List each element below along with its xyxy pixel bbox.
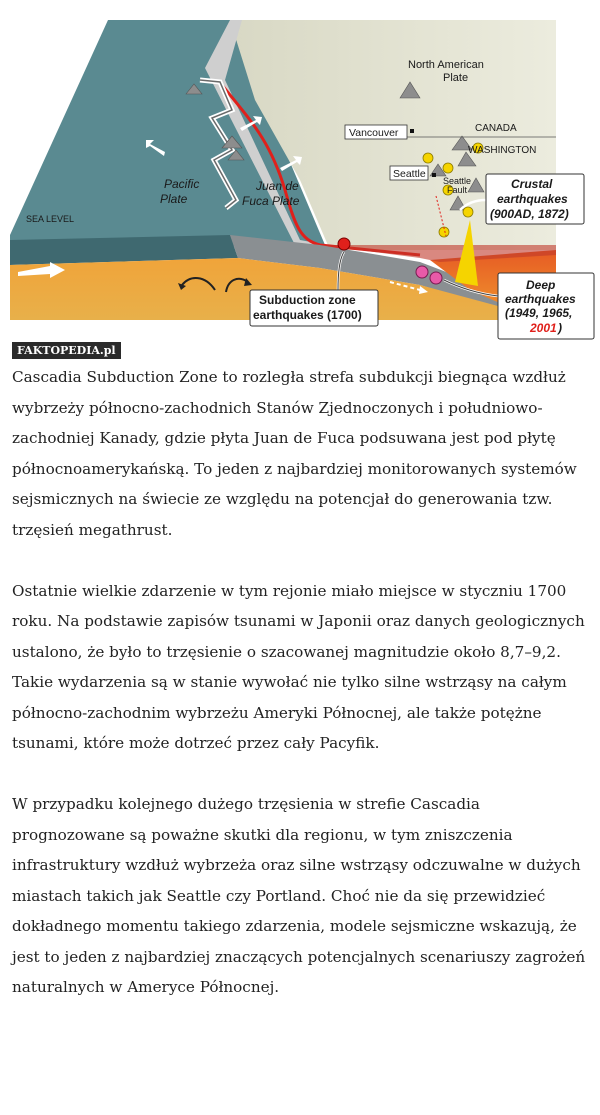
label-canada: CANADA	[475, 123, 517, 134]
vancouver-dot	[410, 129, 414, 133]
article-paragraph-3: W przypadku kolejnego dużego trzęsienia w strefie Cascadia prognozowane są poważne skutki dla regionu, w tym zniszczenia infrastruktury wzdłuż wybrzeża oraz silne wstrząsy odczuwalne w dużych miastach takich jak Seattle czy Portland. Choć nie da się przewidzieć dokładnego momentu takiego zdarzenia, modele sejsmiczne wskazują, że jest to jeden z najbardziej znaczących potencjalnych scenariuszy zagrożeń naturalnych w Ameryce Północnej.	[12, 795, 586, 996]
subduction-quake-dot	[338, 238, 350, 250]
label-subduction-1: Subduction zone	[259, 293, 356, 307]
label-sea-level: SEA LEVEL	[26, 214, 75, 224]
cascadia-diagram	[0, 0, 600, 340]
label-jdf-2: Fuca Plate	[242, 194, 300, 208]
label-vancouver: Vancouver	[349, 127, 399, 139]
label-north-american-2: Plate	[443, 72, 469, 84]
deep-quake-dot-1	[416, 266, 428, 278]
label-deep-3: (1949, 1965,	[505, 306, 573, 320]
label-north-american-1: North American	[408, 59, 484, 71]
label-deep-4-year: 2001	[530, 321, 557, 335]
article-body	[12, 362, 592, 1033]
label-deep-1: Deep	[526, 278, 556, 292]
label-crustal-3: (900AD, 1872)	[490, 207, 569, 221]
faktopedia-watermark: FAKTOPEDIA.pl	[12, 342, 121, 359]
label-washington: WASHINGTON	[468, 145, 537, 156]
label-seattle: Seattle	[393, 168, 426, 180]
deep-quake-dot-2	[430, 272, 442, 284]
label-crustal-1: Crustal	[511, 177, 553, 191]
label-jdf-1: Juan de	[256, 179, 299, 193]
label-seattle-fault-1: Seattle	[443, 176, 472, 186]
label-seattle-fault-2: Fault	[447, 185, 468, 195]
article-paragraph-1: Cascadia Subduction Zone to rozległa strefa subdukcji biegnąca wzdłuż wybrzeży północno-zachodnich Stanów Zjednoczonych i południowo-zachodniej Kanady, gdzie płyta Juan de Fuca podsuwana jest pod płytę północnoamerykańską. To jeden z najbardziej monitorowanych systemów sejsmicznych na świecie ze względu na potencjał do generowania tzw. trzęsień megathrust.	[12, 368, 577, 539]
label-pacific-1: Pacific	[164, 177, 200, 191]
seattle-dot	[432, 173, 436, 177]
label-subduction-2: earthquakes (1700)	[253, 308, 362, 322]
label-deep-2: earthquakes	[505, 292, 576, 306]
label-pacific-2: Plate	[160, 192, 188, 206]
article-paragraph-2: Ostatnie wielkie zdarzenie w tym rejonie miało miejsce w styczniu 1700 roku. Na podstawie zapisów tsunami w Japonii oraz danych geologicznych ustalono, że było to trzęsienie o szacowanej magnitudzie około 8,7–9,2. Takie wydarzenia są w stanie wywołać nie tylko silne wstrząsy na całym północno-zachodnim wybrzeżu Ameryki Północnej, ale także potężne tsunami, które może dotrzeć przez cały Pacyfik.	[12, 581, 585, 752]
label-deep-4-close: )	[558, 321, 562, 335]
label-crustal-2: earthquakes	[497, 192, 568, 206]
